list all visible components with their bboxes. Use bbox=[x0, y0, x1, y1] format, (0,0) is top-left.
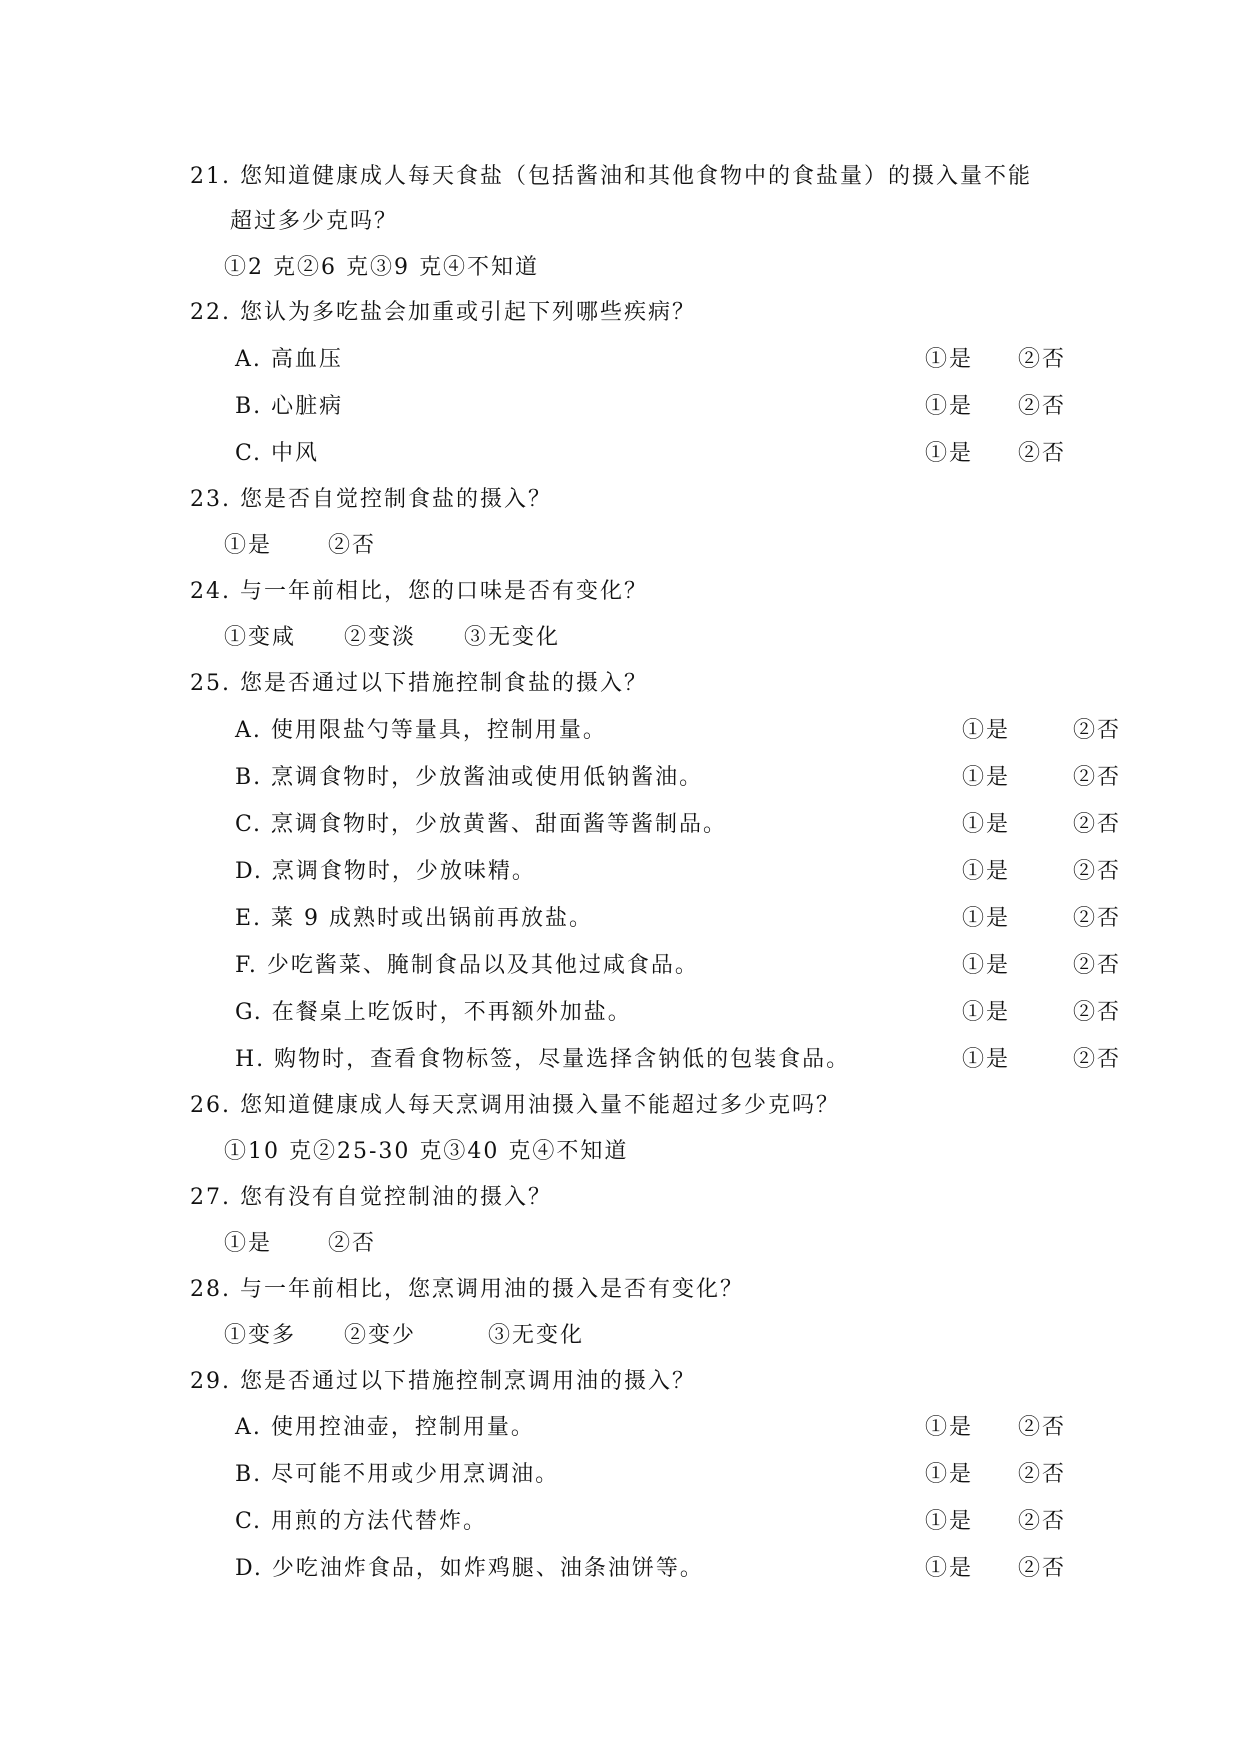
question-23-options bbox=[224, 531, 376, 561]
question-21: 21. 您知道健康成人每天食盐（包括酱油和其他食物中的食盐量）的摄入量不能 bbox=[190, 164, 1032, 189]
question-25-item-g: G. 在餐桌上吃饭时，不再额外加盐。 bbox=[235, 1000, 632, 1025]
question-25-item-b-yes[interactable]: ①是 bbox=[962, 765, 1011, 790]
question-25-item-a-yes[interactable]: ①是 bbox=[962, 718, 1011, 743]
question-29-item-b: B. 尽可能不用或少用烹调油。 bbox=[235, 1462, 560, 1487]
question-28-option-3[interactable]: ③无变化 bbox=[488, 1323, 585, 1348]
question-25: 25. 您是否通过以下措施控制食盐的摄入？ bbox=[190, 671, 648, 696]
question-22-item-b: B. 心脏病 bbox=[235, 394, 344, 419]
question-22-item-c: C. 中风 bbox=[235, 441, 320, 466]
question-25-item-e-no[interactable]: ②否 bbox=[1073, 906, 1122, 931]
question-25-item-c: C. 烹调食物时，少放黄酱、甜面酱等酱制品。 bbox=[235, 812, 728, 837]
question-29-item-a: A. 使用控油壶，控制用量。 bbox=[235, 1415, 535, 1440]
question-25-item-d-yes[interactable]: ①是 bbox=[962, 859, 1011, 884]
question-22-item-a: A. 高血压 bbox=[235, 347, 343, 372]
question-29-item-d-yes[interactable]: ①是 bbox=[925, 1556, 974, 1581]
question-22-item-c-yes[interactable]: ①是 bbox=[925, 441, 974, 466]
question-29-item-a-yes[interactable]: ①是 bbox=[925, 1415, 974, 1440]
question-25-item-e-yes[interactable]: ①是 bbox=[962, 906, 1011, 931]
question-28-option-1[interactable]: ①变多 bbox=[224, 1323, 297, 1348]
question-24-options bbox=[224, 623, 560, 653]
question-29-item-b-yes[interactable]: ①是 bbox=[925, 1462, 974, 1487]
question-22-item-a-yes[interactable]: ①是 bbox=[925, 347, 974, 372]
question-28-option-2[interactable]: ②变少 bbox=[344, 1323, 417, 1348]
question-25-item-d: D. 烹调食物时，少放味精。 bbox=[235, 859, 536, 884]
question-23: 23. 您是否自觉控制食盐的摄入？ bbox=[190, 487, 552, 512]
question-29-item-a-no[interactable]: ②否 bbox=[1018, 1415, 1067, 1440]
question-21-continued: 超过多少克吗？ bbox=[230, 209, 399, 234]
question-29-item-c-yes[interactable]: ①是 bbox=[925, 1509, 974, 1534]
question-25-item-a-no[interactable]: ②否 bbox=[1073, 718, 1122, 743]
question-25-item-f: F. 少吃酱菜、腌制食品以及其他过咸食品。 bbox=[235, 953, 699, 978]
question-22-item-c-no[interactable]: ②否 bbox=[1018, 441, 1067, 466]
question-27-option-yes[interactable]: ①是 bbox=[224, 1231, 273, 1256]
question-25-item-g-no[interactable]: ②否 bbox=[1073, 1000, 1122, 1025]
question-22-item-a-no[interactable]: ②否 bbox=[1018, 347, 1067, 372]
question-27: 27. 您有没有自觉控制油的摄入？ bbox=[190, 1185, 552, 1210]
question-29-item-d: D. 少吃油炸食品，如炸鸡腿、油条油饼等。 bbox=[235, 1556, 704, 1581]
question-25-item-b-no[interactable]: ②否 bbox=[1073, 765, 1122, 790]
question-22-item-b-no[interactable]: ②否 bbox=[1018, 394, 1067, 419]
question-28-options bbox=[224, 1321, 584, 1351]
question-25-item-h-no[interactable]: ②否 bbox=[1073, 1047, 1122, 1072]
question-29-item-d-no[interactable]: ②否 bbox=[1018, 1556, 1067, 1581]
question-23-option-no[interactable]: ②否 bbox=[328, 533, 377, 558]
question-24-option-1[interactable]: ①变咸 bbox=[224, 625, 297, 650]
question-22-item-b-yes[interactable]: ①是 bbox=[925, 394, 974, 419]
question-24: 24. 与一年前相比，您的口味是否有变化？ bbox=[190, 579, 648, 604]
question-27-options bbox=[224, 1229, 376, 1259]
question-29-item-b-no[interactable]: ②否 bbox=[1018, 1462, 1067, 1487]
question-25-item-f-yes[interactable]: ①是 bbox=[962, 953, 1011, 978]
question-25-item-d-no[interactable]: ②否 bbox=[1073, 859, 1122, 884]
question-25-item-c-no[interactable]: ②否 bbox=[1073, 812, 1122, 837]
question-25-item-b: B. 烹调食物时，少放酱油或使用低钠酱油。 bbox=[235, 765, 704, 790]
question-26-options: ①10 克②25-30 克③40 克④不知道 bbox=[224, 1139, 629, 1164]
question-25-item-c-yes[interactable]: ①是 bbox=[962, 812, 1011, 837]
question-25-item-e: E. 菜 9 成熟时或出锅前再放盐。 bbox=[235, 906, 594, 931]
question-29-item-c-no[interactable]: ②否 bbox=[1018, 1509, 1067, 1534]
question-25-item-a: A. 使用限盐勺等量具，控制用量。 bbox=[235, 718, 607, 743]
question-25-item-f-no[interactable]: ②否 bbox=[1073, 953, 1122, 978]
question-29-item-c: C. 用煎的方法代替炸。 bbox=[235, 1509, 488, 1534]
question-29: 29. 您是否通过以下措施控制烹调用油的摄入？ bbox=[190, 1369, 696, 1394]
question-25-item-g-yes[interactable]: ①是 bbox=[962, 1000, 1011, 1025]
question-26: 26. 您知道健康成人每天烹调用油摄入量不能超过多少克吗？ bbox=[190, 1093, 840, 1118]
question-25-item-h: H. 购物时，查看食物标签，尽量选择含钠低的包装食品。 bbox=[235, 1047, 851, 1072]
question-21-options: ①2 克②6 克③9 克④不知道 bbox=[224, 255, 539, 280]
question-22: 22. 您认为多吃盐会加重或引起下列哪些疾病？ bbox=[190, 300, 696, 325]
question-25-item-h-yes[interactable]: ①是 bbox=[962, 1047, 1011, 1072]
question-28: 28. 与一年前相比，您烹调用油的摄入是否有变化？ bbox=[190, 1277, 744, 1302]
question-24-option-3[interactable]: ③无变化 bbox=[464, 625, 561, 650]
question-24-option-2[interactable]: ②变淡 bbox=[344, 625, 417, 650]
question-23-option-yes[interactable]: ①是 bbox=[224, 533, 273, 558]
question-27-option-no[interactable]: ②否 bbox=[328, 1231, 377, 1256]
